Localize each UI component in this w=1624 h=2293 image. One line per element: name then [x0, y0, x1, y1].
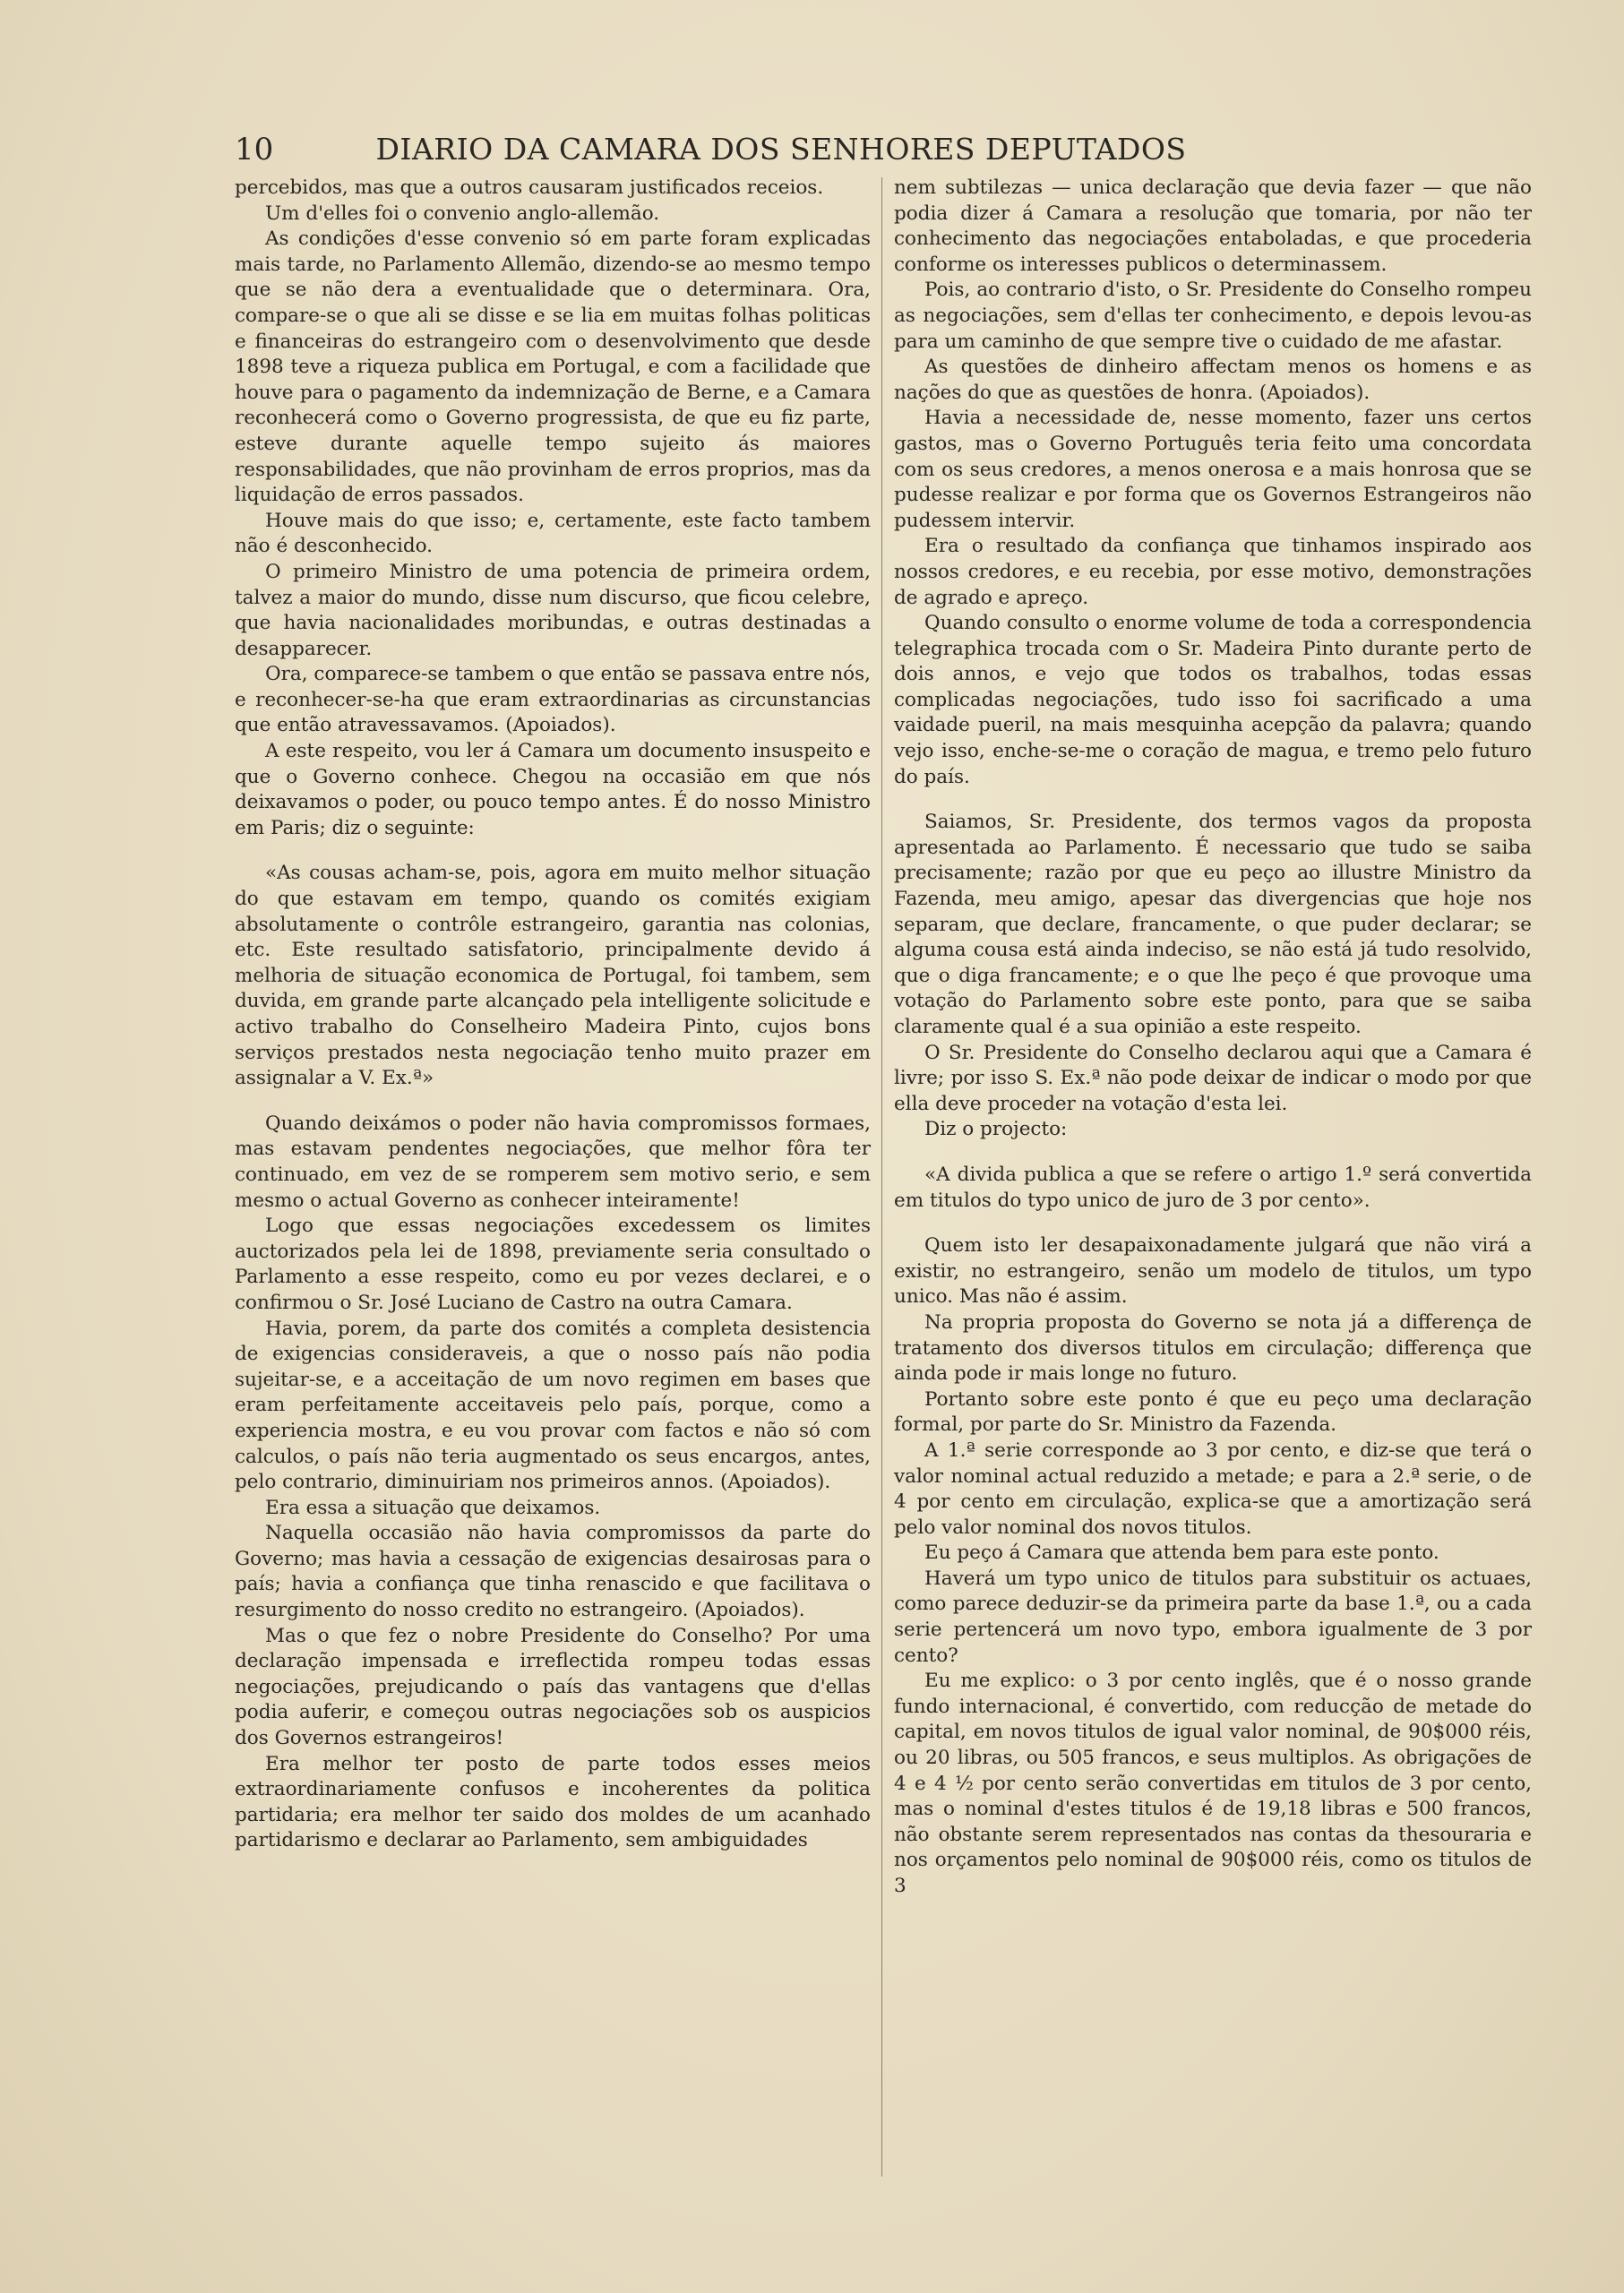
- paragraph: Eu peço á Camara que attenda bem para este ponto.: [924, 1542, 1439, 1565]
- paragraph: A este respeito, vou ler á Camara um documento insuspeito e que o Governo conhece. Chegou na occasião em que nós deixavamos o poder, ou pouco tempo antes. É do nosso Ministro em Paris; diz o seguinte:: [235, 740, 871, 839]
- page-title: DIARIO DA CAMARA DOS SENHORES DEPUTADOS: [375, 132, 1187, 167]
- column-divider: [881, 177, 882, 2177]
- paragraph: Era o resultado da confiança que tinhamos inspirado aos nossos credores, e eu recebia, por esse motivo, demonstrações de agrado e apreço.: [894, 535, 1532, 609]
- quoted-project-text: «A divida publica a que se refere o artigo 1.º será convertida em titulos do typo unico de juro de 3 por cento».: [894, 1163, 1532, 1212]
- paragraph: nem subtilezas — unica declaração que devia fazer — que não podia dizer á Camara a resolução que tomaria, por não ter conhecimento das negociações entaboladas, e que procederia conforme os interesses publicos o determinassem.: [894, 176, 1532, 276]
- paragraph: O primeiro Ministro de uma potencia de primeira ordem, talvez a maior do mundo, disse num discurso, que ficou celebre, que havia nacionalidades moribundas, e outras destinadas a desapparecer.: [235, 560, 871, 660]
- page-number: 10: [235, 132, 274, 167]
- paragraph: Pois, ao contrario d'isto, o Sr. Presidente do Conselho rompeu as negociações, sem d'ellas ter conhecimento, e depois levou-as para um caminho de que sempre tive o cuidado de me afastar.: [894, 279, 1532, 353]
- paragraph: Quem isto ler desapaixonadamente julgará que não virá a existir, no estrangeiro, senão um modelo de titulos, um typo unico. Mas não é assim.: [894, 1234, 1532, 1309]
- paragraph: Portanto sobre este ponto é que eu peço uma declaração formal, por parte do Sr. Ministro da Fazenda.: [894, 1387, 1532, 1437]
- paragraph: Logo que essas negociações excedessem os limites auctorizados pela lei de 1898, previamente seria consultado o Parlamento a esse respeito, como eu por vezes declarei, e o confirmou o Sr. José Luciano de Castro na outra Camara.: [235, 1215, 871, 1314]
- paragraph: Na propria proposta do Governo se nota já a differença de tratamento dos diversos titulos em circulação; differença que ainda pode ir mais longe no futuro.: [894, 1310, 1532, 1386]
- paragraph: Ora, comparece-se tambem o que então se passava entre nós, e reconhecer-se-ha que eram extraordinarias as circunstancias que então atravessavamos. (Apoiados).: [235, 663, 871, 737]
- paragraph: percebidos, mas que a outros causaram justificados receios.: [235, 176, 824, 199]
- paragraph: Era melhor ter posto de parte todos esses meios extraordinariamente confusos e incoherentes da politica partidaria; era melhor ter saido dos moldes de um acanhado partidarismo e declarar ao Parlamento, sem ambiguidades: [235, 1752, 871, 1852]
- paragraph: As condições d'esse convenio só em parte foram explicadas mais tarde, no Parlamento Allemão, dizendo-se ao mesmo tempo que se não dera a eventualidade que o determinara. Ora, compare-se o que ali se disse e se lia em muitas folhas politicas e financeiras do estrangeiro com o desenvolvimento que desde 1898 teve a riqueza publica em Portugal, e com a facilidade que houve para o pagamento da indemnização de Berne, e a Camara reconhecerá como o Governo progressista, de que eu fiz parte, esteve durante aquelle tempo sujeito ás maiores responsabilidades, que não provinham de erros proprios, mas da liquidação de erros passados.: [235, 228, 871, 507]
- paragraph: Diz o projecto:: [924, 1118, 1068, 1141]
- paragraph: Havia a necessidade de, nesse momento, fazer uns certos gastos, mas o Governo Português teria feito uma concordata com os seus credores, a menos onerosa e a mais honrosa que se pudesse realizar e por forma que os Governos Estrangeiros não pudessem intervir.: [894, 407, 1532, 532]
- paragraph: Mas o que fez o nobre Presidente do Conselho? Por uma declaração impensada e irreflectida rompeu todas essas negociações, prejudicando o país das vantagens que d'ellas podia auferir, e começou outras negociações sob os auspicios dos Governos estrangeiros!: [235, 1624, 871, 1750]
- paragraph: Um d'elles foi o convenio anglo-allemão.: [265, 202, 660, 225]
- paragraph: As questões de dinheiro affectam menos os homens e as nações do que as questões de honra. (Apoiados).: [894, 356, 1532, 404]
- paragraph: Era essa a situação que deixamos.: [265, 1496, 601, 1519]
- left-column: [235, 176, 871, 2236]
- paragraph: Quando deixámos o poder não havia compromissos formaes, mas estavam pendentes negociações, que melhor fôra ter continuado, em vez de se romperem sem motivo serio, e sem mesmo o actual Governo as conhecer inteiramente!: [235, 1112, 871, 1212]
- right-column: [894, 176, 1532, 2236]
- paragraph: Saiamos, Sr. Presidente, dos termos vagos da proposta apresentada ao Parlamento. É necessario que tudo se saiba precisamente; razão por que eu peço ao illustre Ministro da Fazenda, meu amigo, apesar das divergencias que hoje nos separam, que declare, francamente, o que puder declarar; se alguma cousa está ainda indeciso, se não está já tudo resolvido, que o diga francamente; e o que lhe peço é que provoque uma votação do Parlamento sobre este ponto, para que se saiba claramente qual é a sua opinião a este respeito.: [894, 811, 1532, 1038]
- paragraph: Houve mais do que isso; e, certamente, este facto tambem não é desconhecido.: [235, 509, 871, 558]
- quoted-document: «As cousas acham-se, pois, agora em muito melhor situação do que estavam em tempo, quando os comités exigiam absolutamente o contrôle estrangeiro, garantia nas colonias, etc. Este resultado satisfatorio, principalmente devido á melhoria de situação economica de Portugal, foi tambem, sem duvida, em grande parte alcançado pela intelligente solicitude e activo trabalho do Conselheiro Madeira Pinto, cujos bons serviços prestados nesta negociação tenho muito prazer em assignalar a V. Ex.ª»: [235, 862, 871, 1090]
- paragraph: A 1.ª serie corresponde ao 3 por cento, e diz-se que terá o valor nominal actual reduzido a metade; e para a 2.ª serie, o de 4 por cento em circulação, explica-se que a amortização será pelo valor nominal dos novos titulos.: [894, 1438, 1532, 1539]
- paragraph: Havia, porem, da parte dos comités a completa desistencia de exigencias consideraveis, a que o nosso país não podia sujeitar-se, e a acceitação de um novo regimen em bases que eram perfeitamente acceitaveis pelo país, porque, como a experiencia mostra, e eu vou provar com factos e não só com calculos, o país não teria augmentado os seus encargos, antes, pelo contrario, diminuiriam nos primeiros annos. (Apoiados).: [235, 1317, 871, 1494]
- paragraph: Quando consulto o enorme volume de toda a correspondencia telegraphica trocada com o Sr. Madeira Pinto durante perto de dois annos, e vejo que todos os trabalhos, todas essas complicadas negociações, tudo isso foi sacrificado a uma vaidade pueril, na mais mesquinha acepção da palavra; quando vejo isso, enche-se-me o coração de magua, e tremo pelo futuro do país.: [894, 612, 1532, 788]
- paragraph: Eu me explico: o 3 por cento inglês, que é o nosso grande fundo internacional, é convertido, com reducção de metade do capital, em novos titulos de igual valor nominal, de 90$000 réis, ou 20 libras, ou 505 francos, e seus multiplos. As obrigações de 4 e 4 ½ por cento serão convertidas em titulos de 3 por cento, mas o nominal d'estes titulos é de 19,18 libras e 500 francos, não obstante serem representados nas contas da thesouraria e nos orçamentos pelo nominal de 90$000 réis, como os titulos de 3: [894, 1670, 1532, 1897]
- paragraph: Haverá um typo unico de titulos para substituir os actuaes, como parece deduzir-se da primeira parte da base 1.ª, ou a cada serie pertencerá um novo typo, embora igualmente de 3 por cento?: [894, 1567, 1532, 1667]
- page-header: [235, 129, 1283, 170]
- paragraph: O Sr. Presidente do Conselho declarou aqui que a Camara é livre; por isso S. Ex.ª não pode deixar de indicar o modo por que ella deve proceder na votação d'esta lei.: [894, 1041, 1532, 1115]
- paragraph: Naquella occasião não havia compromissos da parte do Governo; mas havia a cessação de exigencias desairosas para o país; havia a confiança que tinha renascido e que facilitava o resurgimento do nosso credito no estrangeiro. (Apoiados).: [235, 1522, 871, 1622]
